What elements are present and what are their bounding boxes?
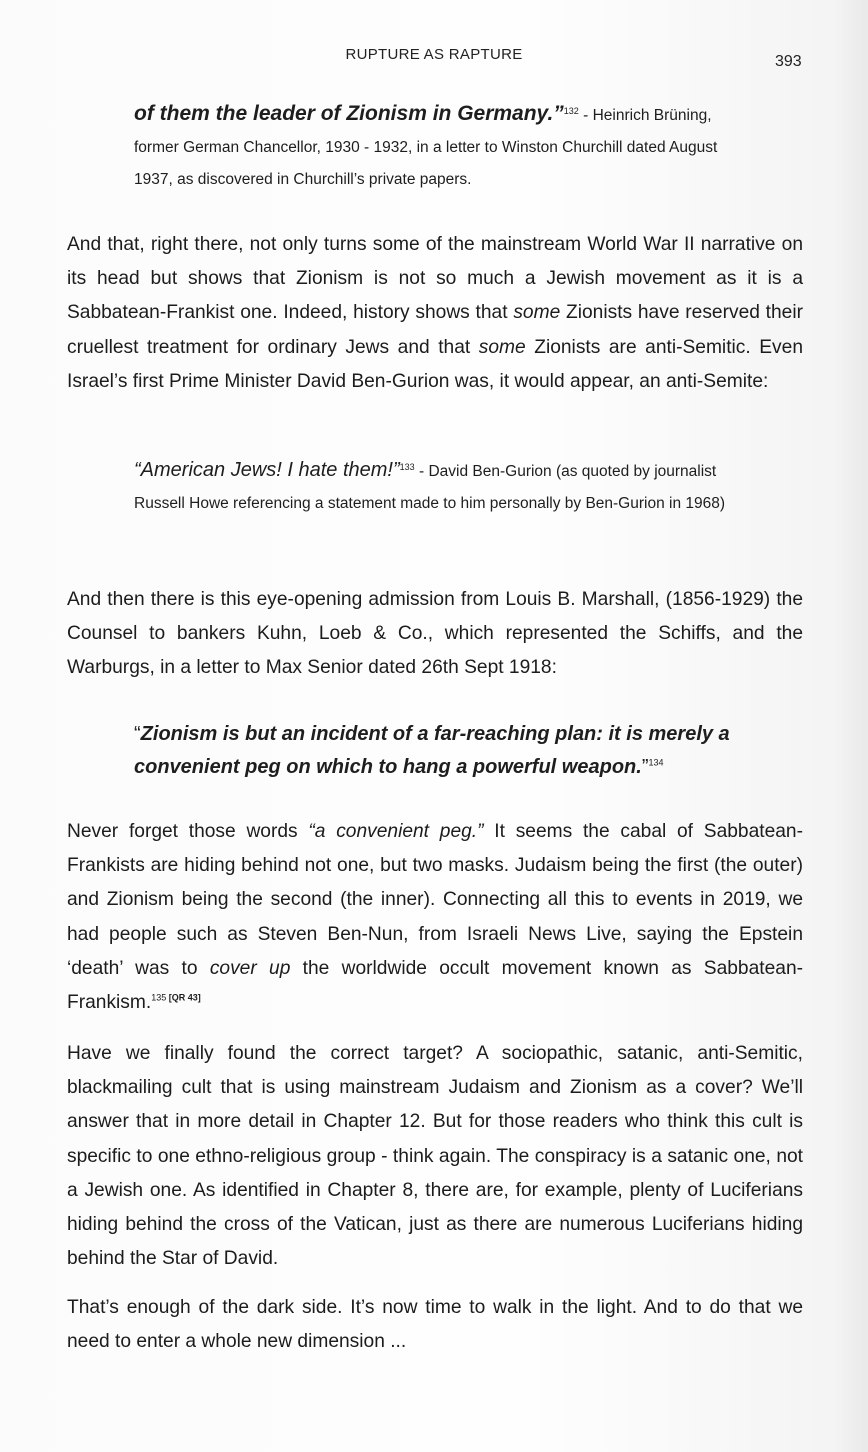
paragraph-3-emphasis-b: cover up xyxy=(209,957,291,979)
footnote-ref-135: 135 xyxy=(151,992,167,1003)
paragraph-zionism-narrative xyxy=(67,228,803,399)
footnote-ref-134: 134 xyxy=(648,757,664,768)
quote-bruning-text: of them the leader of Zionism in Germany.” xyxy=(134,102,564,125)
quote-marshall-text: Zionism is but an incident of a far-reaching plan: it is merely a convenient peg on which to hang a powerful weapon. xyxy=(134,723,730,778)
quote-ben-gurion-text: “American Jews! I hate them!” xyxy=(134,459,400,481)
paragraph-1-emphasis-a: some xyxy=(513,302,561,324)
quote-ben-gurion-attribution: - David Ben-Gurion (as quoted by journalist Russell Howe referencing a statement made to him personally by Ben-Gurion in 1968) xyxy=(134,463,726,512)
paragraph-convenient-peg xyxy=(67,815,803,1020)
block-quote-ben-gurion xyxy=(134,454,734,520)
paragraph-3-text-a: Never forget those words xyxy=(67,821,309,842)
page-number: 393 xyxy=(775,53,802,70)
paragraph-1-text-a: And that, right there, not only turns some of the mainstream World War II narrative on its head but shows that Zionism is not so much a Jewish movement as it is a Sabbatean-Frankist one. Indeed, history shows that xyxy=(67,234,803,324)
block-quote-bruning xyxy=(134,98,734,196)
qr-code-reference: [QR 43] xyxy=(166,992,201,1003)
paragraph-marshall-admission: And then there is this eye-opening admission from Louis B. Marshall, (1856-1929) the Counsel to bankers Kuhn, Loeb & Co., which represented the Schiffs, and the Warburgs, in a letter to Max Senior dated 26th Sept 1918: xyxy=(67,589,803,679)
running-title: RUPTURE AS RAPTURE xyxy=(345,46,523,63)
quote-marshall-open-mark: “ xyxy=(134,723,141,745)
paragraph-correct-target: Have we finally found the correct target? A sociopathic, satanic, anti-Semitic, blackmailing cult that is using mainstream Judaism and Zionism as a cover? We’ll answer that in more detail in Chapter 12. But for those readers who think this cult is specific to one ethno-religious group - think again. The conspiracy is a satanic one, not a Jewish one. As identified in Chapter 8, there are, for example, plenty of Luciferians hiding behind the cross of the Vatican, just as there are numerous Luciferians hiding behind the Star of David. xyxy=(67,1043,803,1270)
quote-marshall-close-mark: ” xyxy=(641,756,649,778)
footnote-ref-132: 132 xyxy=(563,105,579,116)
paragraph-3-text-b: It seems the cabal of Sabbatean-Frankists are hiding behind not one, but two masks. Judaism being the first (the outer) and Zionism being the second (the inner). Connecting all this to events in 2019, we had people such as Steven Ben-Nun, from Israeli News Live, saying the Epstein ‘death’ was to xyxy=(67,821,803,979)
block-quote-marshall xyxy=(134,718,754,784)
paragraph-1-emphasis-b: some xyxy=(478,336,526,358)
quote-bruning-attribution: - Heinrich Brüning, former German Chancellor, 1930 - 1932, in a letter to Winston Churchill dated August 1937, as discovered in Churchill’s private papers. xyxy=(134,107,718,188)
paragraph-new-dimension: That’s enough of the dark side. It’s now time to walk in the light. And to do that we need to enter a whole new dimension ... xyxy=(67,1297,803,1353)
paragraph-1-text-b: Zionists have reserved their cruellest treatment for ordinary Jews and that xyxy=(67,302,804,358)
paragraph-3-text-c: the worldwide occult movement known as Sabbatean-Frankism. xyxy=(67,957,804,1014)
footnote-ref-133: 133 xyxy=(399,461,415,472)
paragraph-1-text-c: Zionists are anti-Semitic. Even Israel’s first Prime Minister David Ben-Gurion was, it would appear, an anti-Semite: xyxy=(67,336,803,392)
paragraph-3-emphasis-a: “a convenient peg.” xyxy=(308,821,484,842)
